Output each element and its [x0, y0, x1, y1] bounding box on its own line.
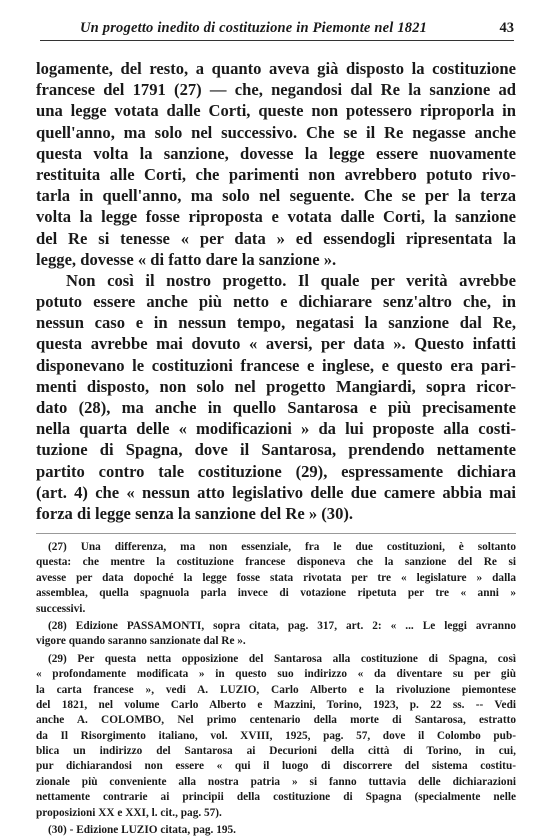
- running-title: Un progetto inedito di costituzione in Piemonte nel 1821: [80, 20, 428, 36]
- text-line: forza di legge senza la sanzione del Re » (30).: [36, 503, 354, 523]
- text-line: legge, dovesse « di fatto dare la sanzione ».: [36, 249, 337, 269]
- footnote-line: blica un indirizzo del Santarosa ai Decurioni della città di Torino, in cui,: [36, 745, 516, 758]
- footnote-line: la carta francese », vedi A. LUZIO, Carlo Alberto e la rivoluzione piemontese: [36, 683, 516, 696]
- text-line: questa avrebbe mai dovuto « aversi, per data ». Questo infatti: [36, 334, 516, 354]
- footnote-line: (29) Per questa netta opposizione del Santarosa alla costituzione di Spagna, così: [48, 652, 516, 665]
- footnote-line: nettamente contrarie ai principii della costituzione di Spagna (specialmente nelle: [36, 791, 516, 804]
- text-line: questa volta la sanzione, dovesse la legge essere nuovamente: [36, 143, 516, 163]
- footnote-line: avesse per data dopoché la legge fosse stata rivotata per tre « legislature » dalla: [36, 571, 516, 584]
- text-line: dato (28), ma anche in quello Santarosa e più precisamente: [36, 398, 516, 417]
- footnote-line: vigore quando saranno sanzionate dal Re ».: [36, 635, 246, 648]
- footnote-line: assemblea, quella spagnuola parla invece di votazione ripetuta per tre « anni »: [36, 587, 516, 600]
- text-line: tuzione di Spagna, dove il Santarosa, prendendo nettamente: [36, 440, 516, 460]
- main-text: [36, 58, 516, 524]
- text-line: tarla in quell'anno, ma solo nel seguente. Che se per la terza: [36, 186, 516, 206]
- running-header: [40, 18, 514, 41]
- text-line: logamente, del resto, a quanto aveva già disposto la costituzione: [36, 59, 516, 78]
- footnote-line: (30) - Edizione LUZIO citata, pag. 195.: [48, 824, 236, 837]
- footnote-line: anche A. COLOMBO, Nel primo centenario della morte di Santarosa, estratto: [36, 714, 516, 727]
- footnote-separator: [36, 533, 516, 534]
- text-line: disponevano le costituzioni francese e inglese, e questo era pari-: [36, 355, 516, 375]
- text-line: francese del 1791 (27) — che, negandosi dal Re la sanzione ad: [36, 80, 516, 100]
- text-line: restituita alle Corti, che parimenti non avrebbero potuto rivo-: [36, 164, 516, 184]
- footnote-line: pur dichiarandosi non essere « qui il luogo di discorrere del sistema costitu-: [36, 760, 516, 773]
- text-line: del Re si tenesse « per data » ed essendogli ripresentata la: [36, 228, 516, 248]
- footnote-line: (28) Edizione PASSAMONTI, sopra citata, pag. 317, art. 2: « ... Le leggi avranno: [48, 619, 516, 632]
- text-line: (art. 4) che « nessun atto legislativo delle due camere abbia mai: [36, 482, 516, 502]
- footnote-line: « profondamente modificata » in questo suo indirizzo « da diventare su per giù: [36, 668, 516, 681]
- text-line: Non così il nostro progetto. Il quale per verità avrebbe: [66, 270, 516, 290]
- footnote-line: proposizioni XX e XXI, l. cit., pag. 57).: [36, 806, 222, 819]
- text-line: una legge votata dalle Corti, queste non potessero riproporla in: [36, 101, 516, 121]
- text-line: quell'anno, ma solo nel successivo. Che se il Re negasse anche: [36, 122, 516, 142]
- text-line: potuto essere anche più netto e dichiarare senz'altro che, in: [36, 292, 516, 312]
- footnote-29: [36, 652, 516, 821]
- footnote-30: [36, 823, 516, 838]
- footnotes: [36, 540, 516, 838]
- text-line: volta la legge fosse riproposta e votata dalle Corti, la sanzione: [36, 207, 516, 227]
- footnote-28: [36, 619, 516, 650]
- page-number: 43: [499, 20, 514, 36]
- text-line: nessun caso e in nessun tempo, negatasi la sanzione dal Re,: [36, 313, 516, 333]
- footnote-line: del 1821, nel volume Carlo Alberto e Mazzini, Torino, 1923, p. 22 ss. -- Vedi: [36, 698, 516, 711]
- text-line: partito contro tale costituzione (29), espressamente dichiara: [36, 461, 516, 481]
- footnote-line: da Il Risorgimento italiano, vol. XVIII, 1925, pag. 57, dove il Colombo pub-: [36, 729, 516, 742]
- footnote-line: questa: che mentre la costituzione francese disponeva che la sanzione del Re si: [36, 556, 516, 569]
- text-line: menti disposto, non solo nel progetto Mangiardi, sopra ricor-: [36, 376, 516, 396]
- footnote-line: (27) Una differenza, ma non essenziale, fra le due costituzioni, è soltanto: [48, 541, 516, 553]
- text-line: nella quarta delle « modificazioni » da lui proposte alla costi-: [36, 419, 516, 439]
- footnote-line: zionale più conveniente alla nostra patria » si fanno tuttavia delle dichiarazioni: [36, 775, 516, 788]
- footnote-line: successivi.: [36, 602, 86, 615]
- footnote-27: [36, 540, 516, 617]
